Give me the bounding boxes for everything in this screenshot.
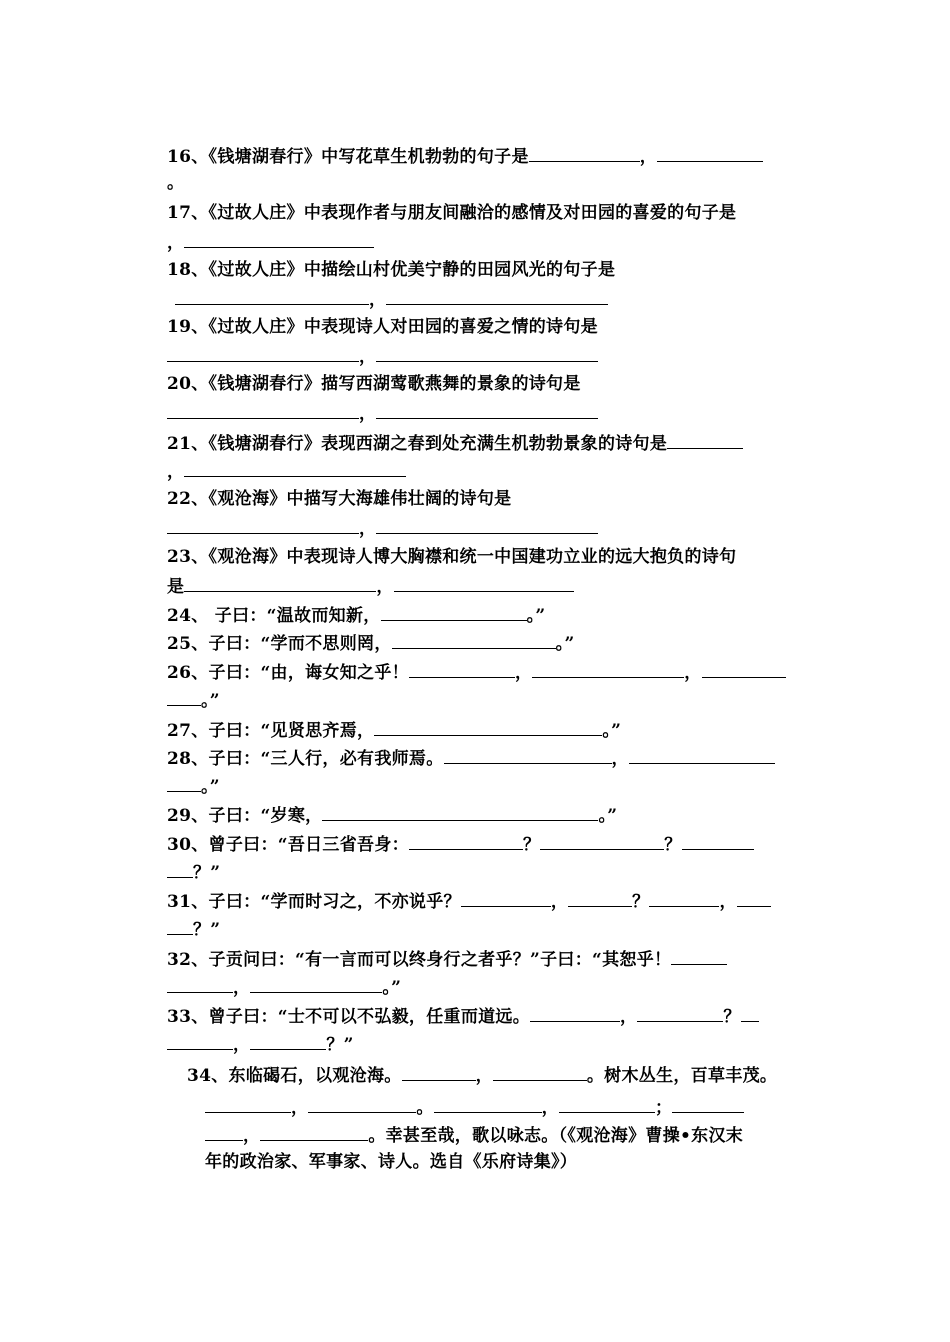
question-17 — [167, 201, 736, 225]
question-31 — [167, 888, 771, 914]
question-16-text: 16、《钱塘湖春行》中写花草生机勃勃的句子是 — [167, 147, 529, 167]
question-19-text: 19、《过故人庄》中表现诗人对田园的喜爱之情的诗句是 — [167, 317, 598, 337]
answer-blank[interactable] — [308, 1094, 416, 1113]
answer-blank[interactable] — [667, 430, 743, 449]
answer-blank[interactable] — [394, 573, 574, 592]
question-16-line2 — [167, 171, 184, 195]
separator: ， — [167, 462, 185, 482]
question-18 — [167, 258, 615, 282]
answer-blank[interactable] — [702, 659, 786, 678]
question-29-text: 29、子曰：“岁寒， — [167, 806, 323, 826]
answer-blank[interactable] — [434, 1094, 542, 1113]
answer-blank[interactable] — [260, 1122, 368, 1141]
question-25-text: 25、子曰：“学而不思则罔， — [167, 634, 392, 654]
question-33-text: 33、曾子曰：“士不可以不弘毅，任重而道远。 — [167, 1007, 531, 1027]
answer-blank[interactable] — [167, 343, 359, 362]
separator: ， — [291, 1098, 309, 1118]
separator: ， — [550, 892, 569, 912]
question-19-line2 — [167, 343, 598, 369]
question-28-text: 28、子曰：“三人行，必有我师焉。 — [167, 749, 444, 769]
question-17-text: 17、《过故人庄》中表现作者与朋友间融洽的感情及对田园的喜爱的句子是 — [167, 203, 737, 223]
separator: 。” — [526, 606, 546, 626]
question-24-text: 24、 子曰：“温故而知新， — [167, 606, 381, 626]
answer-blank[interactable] — [167, 773, 201, 792]
separator: ， — [475, 1066, 493, 1086]
separator: ， — [369, 290, 387, 310]
separator: ， — [233, 1035, 251, 1055]
answer-blank[interactable] — [671, 946, 727, 965]
separator: ？ — [664, 835, 682, 855]
question-31-text: 31、子曰：“学而时习之，不亦说乎？ — [167, 892, 461, 912]
answer-blank[interactable] — [205, 1094, 291, 1113]
answer-blank[interactable] — [184, 573, 376, 592]
answer-blank[interactable] — [637, 1003, 723, 1022]
question-20 — [167, 372, 581, 396]
separator: 。 — [416, 1098, 434, 1118]
question-27 — [167, 717, 621, 743]
answer-blank[interactable] — [402, 1062, 476, 1081]
separator: ， — [243, 1126, 261, 1146]
question-34-text: 34、东临碣石，以观沧海。 — [187, 1066, 402, 1086]
answer-blank[interactable] — [559, 1094, 655, 1113]
separator: ， — [359, 347, 377, 367]
answer-blank[interactable] — [167, 400, 359, 419]
question-32-text: 32、子贡问曰：“有一言而可以终身行之者乎？”子曰：“其恕乎！ — [167, 950, 672, 970]
answer-blank[interactable] — [409, 831, 523, 850]
question-34-mid1: 。树木丛生，百草丰茂。 — [586, 1066, 778, 1086]
answer-blank[interactable] — [205, 1122, 243, 1141]
question-22-line2 — [167, 515, 598, 541]
separator: ， — [167, 233, 185, 253]
separator: ， — [541, 1098, 559, 1118]
question-26-line2 — [167, 687, 220, 713]
question-28 — [167, 745, 775, 771]
answer-blank[interactable] — [532, 659, 684, 678]
answer-blank[interactable] — [672, 1094, 744, 1113]
question-19 — [167, 315, 598, 339]
separator: 。” — [598, 806, 618, 826]
separator: ； — [654, 1098, 673, 1118]
answer-blank[interactable] — [184, 458, 406, 477]
separator: 。” — [555, 634, 575, 654]
question-33 — [167, 1003, 759, 1029]
separator: 。 — [167, 173, 185, 193]
answer-blank[interactable] — [167, 859, 193, 878]
answer-blank[interactable] — [322, 802, 598, 821]
question-24 — [167, 602, 545, 628]
answer-blank[interactable] — [392, 630, 556, 649]
answer-blank[interactable] — [167, 1031, 233, 1050]
separator: ， — [719, 892, 737, 912]
separator: 。” — [602, 721, 622, 741]
separator: ？” — [193, 920, 221, 940]
answer-blank[interactable] — [629, 745, 775, 764]
answer-blank[interactable] — [167, 916, 193, 935]
question-20-line2 — [167, 400, 598, 426]
question-20-text: 20、《钱塘湖春行》描写西湖莺歌燕舞的景象的诗句是 — [167, 374, 581, 394]
question-18-text: 18、《过故人庄》中描绘山村优美宁静的田园风光的句子是 — [167, 260, 616, 280]
question-34-tail: 。幸甚至哉，歌以咏志。（《观沧海》曹操•东汉末 — [368, 1126, 744, 1146]
question-18-line2 — [175, 286, 608, 312]
answer-blank[interactable] — [540, 831, 664, 850]
question-34 — [187, 1062, 777, 1088]
question-29 — [167, 802, 617, 828]
question-25 — [167, 630, 575, 656]
separator: ？ — [632, 892, 650, 912]
question-30-line2 — [167, 859, 220, 885]
separator: ， — [684, 663, 702, 683]
answer-blank[interactable] — [376, 400, 598, 419]
question-21 — [167, 430, 743, 456]
answer-blank[interactable] — [530, 1003, 620, 1022]
question-28-line2 — [167, 773, 220, 799]
answer-blank[interactable] — [493, 1062, 587, 1081]
separator: ， — [514, 663, 533, 683]
answer-blank[interactable] — [167, 974, 233, 993]
question-21-line2 — [167, 458, 406, 484]
separator: ， — [611, 749, 629, 769]
answer-blank[interactable] — [649, 888, 719, 907]
question-32 — [167, 946, 727, 972]
question-34-line2 — [205, 1094, 744, 1120]
answer-blank[interactable] — [175, 286, 369, 305]
answer-blank[interactable] — [376, 515, 598, 534]
question-33-line2 — [167, 1031, 354, 1057]
separator: ？” — [326, 1035, 354, 1055]
question-34-line3 — [205, 1122, 743, 1148]
answer-blank[interactable] — [167, 687, 201, 706]
separator: ， — [639, 147, 658, 167]
question-22 — [167, 487, 511, 511]
question-32-line2 — [167, 974, 401, 1000]
question-26-text: 26、子曰：“由，诲女知之乎！ — [167, 663, 409, 683]
separator: ， — [233, 978, 251, 998]
question-16 — [167, 143, 763, 169]
separator: ？” — [193, 863, 221, 883]
question-30 — [167, 831, 754, 857]
question-31-line2 — [167, 916, 220, 942]
answer-blank[interactable] — [381, 602, 527, 621]
separator: 。” — [201, 777, 220, 797]
question-26 — [167, 659, 786, 685]
answer-blank[interactable] — [682, 831, 754, 850]
answer-blank[interactable] — [444, 745, 612, 764]
question-23-text2: 是 — [167, 577, 185, 597]
question-21-text: 21、《钱塘湖春行》表现西湖之春到处充满生机勃勃景象的诗句是 — [167, 434, 668, 454]
question-22-text: 22、《观沧海》中描写大海雄伟壮阔的诗句是 — [167, 489, 512, 509]
question-30-text: 30、曾子曰：“吾日三省吾身： — [167, 835, 409, 855]
question-34-line4 — [205, 1150, 577, 1174]
separator: ， — [359, 519, 377, 539]
separator: ， — [359, 404, 377, 424]
question-23 — [167, 545, 736, 569]
answer-blank[interactable] — [409, 659, 515, 678]
answer-blank[interactable] — [461, 888, 551, 907]
separator: 。” — [382, 978, 402, 998]
question-23-text: 23、《观沧海》中表现诗人博大胸襟和统一中国建功立业的远大抱负的诗句 — [167, 547, 737, 567]
answer-blank[interactable] — [250, 1031, 326, 1050]
answer-blank[interactable] — [529, 143, 640, 162]
answer-blank[interactable] — [386, 286, 608, 305]
separator: ， — [376, 577, 394, 597]
separator: ？ — [522, 835, 541, 855]
answer-blank[interactable] — [741, 1003, 759, 1022]
answer-blank[interactable] — [167, 515, 359, 534]
answer-blank[interactable] — [737, 888, 771, 907]
question-34-line4-text: 年的政治家、军事家、诗人。选自《乐府诗集》） — [205, 1152, 578, 1172]
answer-blank[interactable] — [250, 974, 382, 993]
answer-blank[interactable] — [184, 229, 374, 248]
separator: ？ — [723, 1007, 741, 1027]
answer-blank[interactable] — [376, 343, 598, 362]
answer-blank[interactable] — [657, 143, 763, 162]
question-27-text: 27、子曰：“见贤思齐焉， — [167, 721, 375, 741]
answer-blank[interactable] — [568, 888, 632, 907]
answer-blank[interactable] — [374, 717, 602, 736]
question-17-line2 — [167, 229, 374, 255]
separator: 。” — [201, 691, 220, 711]
question-23-line2 — [167, 573, 574, 599]
separator: ， — [620, 1007, 638, 1027]
